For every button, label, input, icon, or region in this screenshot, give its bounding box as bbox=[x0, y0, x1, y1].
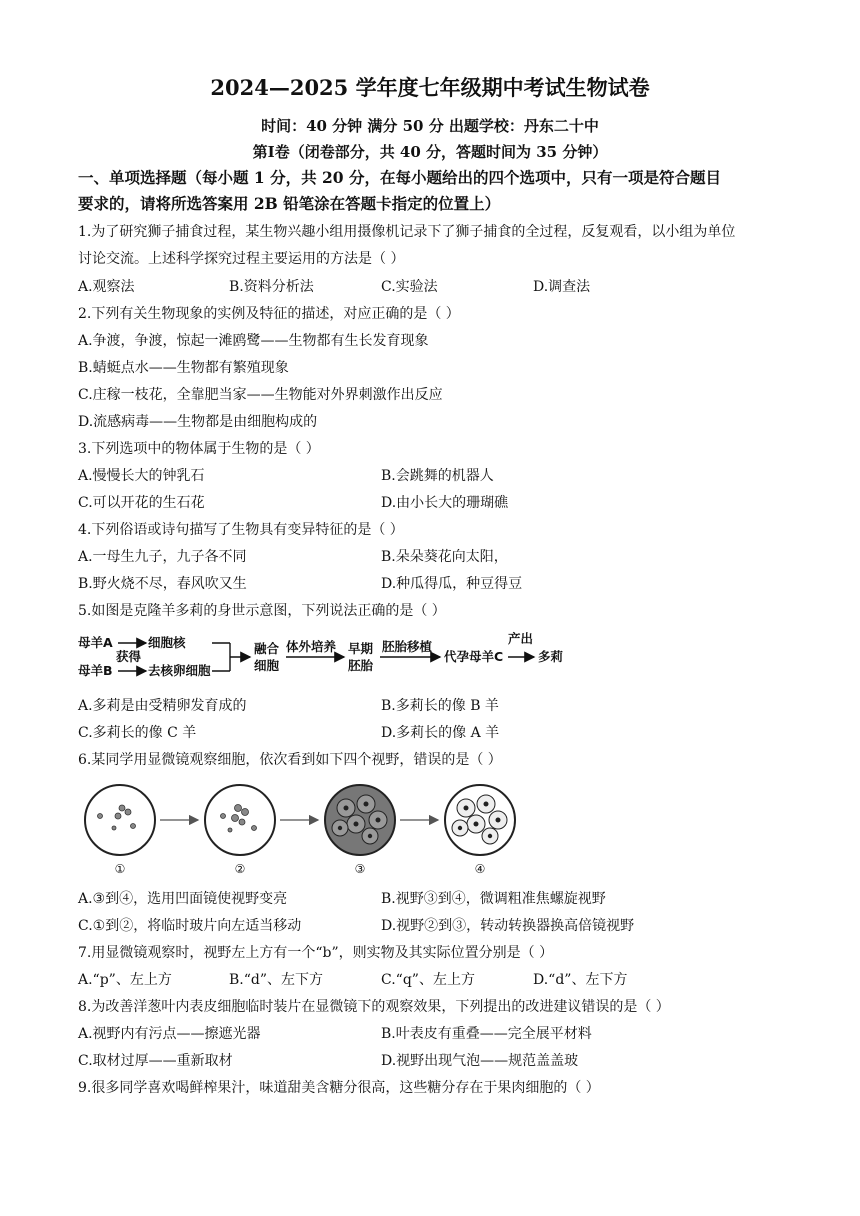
q7-option-d: D.“d”、左下方 bbox=[533, 972, 628, 988]
q7-stem: 7.用显微镜观察时，视野左上方有一个“b”，则实物及其实际位置分别是（ ） bbox=[78, 945, 554, 961]
exam-title: 2024—2025 学年度七年级期中考试生物试卷 bbox=[210, 75, 650, 100]
q1-option-a: A.观察法 bbox=[78, 279, 135, 295]
q5-stem: 5.如图是克隆羊多莉的身世示意图，下列说法正确的是（ ） bbox=[78, 603, 446, 619]
q8-stem: 8.为改善洋葱叶内表皮细胞临时装片在显微镜下的观察效果，下列提出的改进建议错误的是（ ） bbox=[78, 999, 670, 1015]
cloning-diagram bbox=[78, 630, 578, 690]
q5-option-a: A.多莉是由受精卵发育成的 bbox=[78, 698, 247, 714]
field-3 bbox=[325, 785, 395, 855]
q7-option-b: B.“d”、左下方 bbox=[229, 972, 324, 988]
q2-option-d: D.流感病毒——生物都是由细胞构成的 bbox=[78, 414, 318, 430]
q7-option-a: A.“p”、左上方 bbox=[78, 972, 172, 988]
diagram-sheep-b: 母羊B bbox=[78, 663, 113, 678]
diagram-produce: 产出 bbox=[508, 631, 534, 646]
q2-option-b: B.蜻蜓点水——生物都有繁殖现象 bbox=[78, 360, 289, 376]
q3-option-a: A.慢慢长大的钟乳石 bbox=[78, 468, 205, 484]
q1-stem: 1.为了研究狮子捕食过程，某生物兴趣小组用摄像机记录下了狮子捕食的全过程，反复观看，以小组为单位 bbox=[78, 224, 736, 240]
q5-option-b: B.多莉长的像 B 羊 bbox=[381, 698, 499, 714]
q4-option-c: B.野火烧不尽，春风吹又生 bbox=[78, 576, 247, 592]
field-label-1: ① bbox=[114, 862, 126, 876]
part-heading: 第Ⅰ卷（闭卷部分，共 40 分，答题时间为 35 分钟） bbox=[252, 143, 608, 161]
field-label-2: ② bbox=[234, 862, 246, 876]
q3-option-b: B.会跳舞的机器人 bbox=[381, 468, 494, 484]
q3-option-c: C.可以开花的生石花 bbox=[78, 495, 205, 511]
q6-stem: 6.某同学用显微镜观察细胞，依次看到如下四个视野，错误的是（ ） bbox=[78, 752, 502, 768]
q3-stem: 3.下列选项中的物体属于生物的是（ ） bbox=[78, 441, 320, 457]
q8-option-a: A.视野内有污点——擦遮光器 bbox=[78, 1026, 261, 1042]
section-heading: 一、单项选择题（每小题 1 分，共 20 分，在每小题给出的四个选项中，只有一项是符合题目 bbox=[78, 168, 721, 187]
q1-option-c: C.实验法 bbox=[381, 279, 438, 295]
q2-option-c: C.庄稼一枝花，全靠肥当家——生物能对外界刺激作出反应 bbox=[78, 387, 443, 403]
diagram-surrogate: 代孕母羊C bbox=[444, 649, 504, 664]
q9-stem: 9.很多同学喜欢喝鲜榨果汁，味道甜美含糖分很高，这些糖分存在于果肉细胞的（ ） bbox=[78, 1080, 600, 1096]
q8-option-d: D.视野出现气泡——规范盖盖玻 bbox=[381, 1053, 579, 1069]
q6-option-b: B.视野③到④，微调粗准焦螺旋视野 bbox=[381, 891, 606, 907]
q4-option-d: D.种瓜得瓜，种豆得豆 bbox=[381, 576, 523, 592]
q8-option-b: B.叶表皮有重叠——完全展平材料 bbox=[381, 1026, 592, 1042]
q1-stem-cont: 讨论交流。上述科学探究过程主要运用的方法是（ ） bbox=[78, 251, 405, 267]
q4-stem: 4.下列俗语或诗句描写了生物具有变异特征的是（ ） bbox=[78, 522, 404, 538]
field-2 bbox=[205, 785, 275, 855]
q3-option-d: D.由小长大的珊瑚礁 bbox=[381, 495, 509, 511]
q1-option-b: B.资料分析法 bbox=[229, 279, 314, 295]
q6-option-c: C.①到②，将临时玻片向左适当移动 bbox=[78, 918, 302, 934]
diagram-egg-cell: 去核卵细胞 bbox=[148, 663, 211, 678]
q7-option-c: C.“q”、左上方 bbox=[381, 972, 475, 988]
q2-stem: 2.下列有关生物现象的实例及特征的描述，对应正确的是（ ） bbox=[78, 306, 460, 322]
diagram-nucleus: 细胞核 bbox=[148, 635, 186, 650]
section-heading-cont: 要求的，请将所选答案用 2B 铅笔涂在答题卡指定的位置上） bbox=[78, 194, 501, 213]
diagram-dolly: 多莉 bbox=[538, 649, 564, 664]
diagram-sheep-a: 母羊A bbox=[78, 635, 113, 650]
q1-option-d: D.调查法 bbox=[533, 279, 591, 295]
q4-option-b: B.朵朵葵花向太阳， bbox=[381, 549, 508, 565]
q8-option-c: C.取材过厚——重新取材 bbox=[78, 1053, 233, 1069]
diagram-culture: 体外培养 bbox=[286, 639, 337, 654]
field-label-3: ③ bbox=[354, 862, 366, 876]
diagram-obtain: 获得 bbox=[116, 649, 142, 664]
q4-option-a: A.一母生九子，九子各不同 bbox=[78, 549, 247, 565]
diagram-transfer: 胚胎移植 bbox=[382, 639, 433, 654]
q2-option-a: A.争渡，争渡，惊起一滩鸥鹭——生物都有生长发育现象 bbox=[78, 333, 429, 349]
q6-option-d: D.视野②到③，转动转换器换高倍镜视野 bbox=[381, 918, 635, 934]
diagram-fuse-1: 融合 bbox=[254, 641, 280, 656]
exam-info: 时间：40 分钟 满分 50 分 出题学校：丹东二十中 bbox=[261, 117, 599, 135]
field-4 bbox=[445, 785, 515, 855]
field-1 bbox=[85, 785, 155, 855]
microscope-fields-figure bbox=[78, 778, 578, 878]
q5-option-d: D.多莉长的像 A 羊 bbox=[381, 725, 500, 741]
q6-option-a: A.③到④，选用凹面镜使视野变亮 bbox=[78, 891, 288, 907]
diagram-early-1: 早期 bbox=[348, 641, 374, 656]
diagram-fuse-2: 细胞 bbox=[254, 658, 280, 673]
q5-option-c: C.多莉长的像 C 羊 bbox=[78, 725, 197, 741]
diagram-early-2: 胚胎 bbox=[348, 658, 374, 673]
field-label-4: ④ bbox=[474, 862, 486, 876]
